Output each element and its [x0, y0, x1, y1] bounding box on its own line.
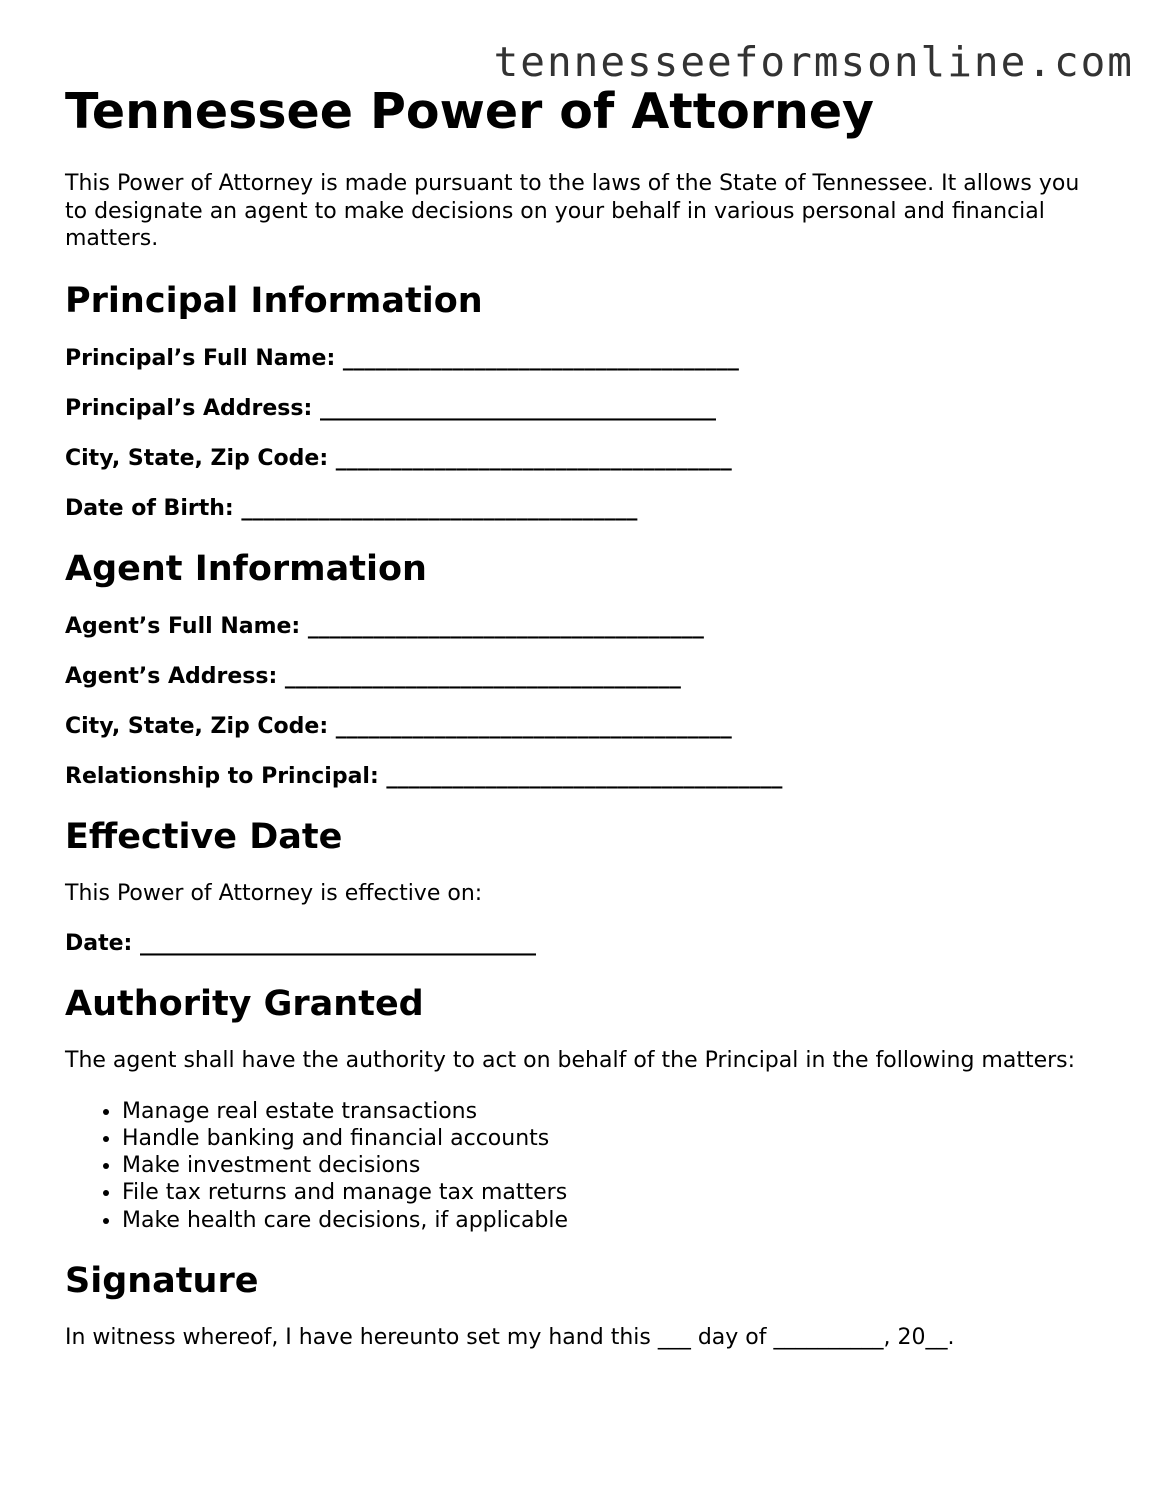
effective-heading: Effective Date [65, 816, 343, 857]
effective-text: This Power of Attorney is effective on: [65, 880, 483, 906]
principal-address-field[interactable]: Principal’s Address: ____________________________________ [65, 395, 716, 421]
principal-city-field[interactable]: City, State, Zip Code: ____________________________________ [65, 445, 732, 471]
principal-name-field[interactable]: Principal’s Full Name: ____________________________________ [65, 345, 739, 371]
principal-dob-field[interactable]: Date of Birth: ____________________________________ [65, 495, 638, 521]
list-item: • Make health care decisions, if applicable [122, 1207, 1105, 1234]
document-body [65, 82, 1105, 1351]
authority-text: The agent shall have the authority to act on behalf of the Principal in the following matters: [65, 1048, 1076, 1073]
agent-name-field[interactable]: Agent’s Full Name: ____________________________________ [65, 613, 704, 639]
authority-heading: Authority Granted [65, 984, 424, 1024]
authority-list [65, 1098, 1105, 1234]
agent-heading: Agent Information [65, 548, 427, 589]
signature-text[interactable]: In witness whereof, I have hereunto set my hand this ___ day of __________, 20__. [65, 1324, 955, 1350]
agent-city-field[interactable]: City, State, Zip Code: ____________________________________ [65, 713, 732, 739]
list-item: • File tax returns and manage tax matters [122, 1179, 1105, 1206]
list-item: • Handle banking and financial accounts [122, 1125, 1105, 1152]
effective-date-field[interactable]: Date: ____________________________________ [65, 931, 537, 956]
document-title: Tennessee Power of Attorney [65, 83, 875, 140]
agent-relationship-field[interactable]: Relationship to Principal: ____________________________________ [65, 763, 783, 789]
list-item: • Manage real estate transactions [122, 1098, 1105, 1125]
agent-address-field[interactable]: Agent’s Address: ____________________________________ [65, 663, 681, 689]
signature-heading: Signature [65, 1260, 259, 1301]
watermark: tennesseeformsonline.com [493, 38, 1134, 86]
list-item: • Make investment decisions [122, 1152, 1105, 1179]
principal-heading: Principal Information [65, 280, 483, 321]
intro-paragraph: This Power of Attorney is made pursuant to the laws of the State of Tennessee. It allows you to designate an agent to make decisions on your behalf in various personal and financial matters. [65, 171, 1080, 251]
